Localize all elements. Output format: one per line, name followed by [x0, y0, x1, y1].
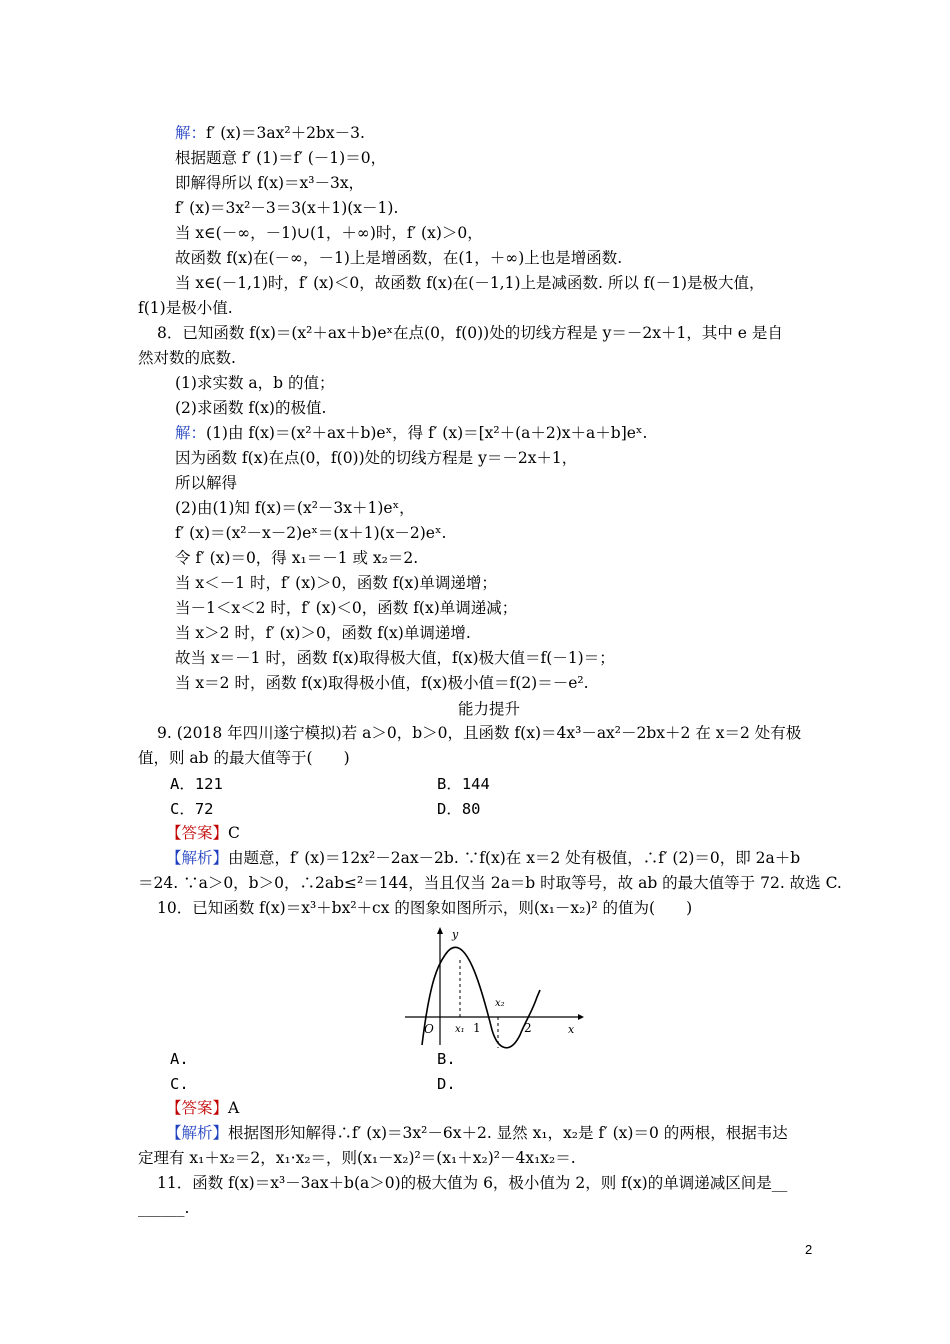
text-line: [175, 372, 334, 394]
text-line: [175, 547, 418, 569]
line-text: f(1)是极小值.: [138, 299, 233, 317]
x1-label: x₁: [455, 1024, 465, 1035]
line-text: 由题意，f′ (x)＝12x²－2ax－2b. ∵f(x)在 x＝2 处有极值，∴f′ (2)＝0，即 2a＋b: [228, 849, 801, 867]
line-text: 因为函数 f(x)在点(0，f(0))处的切线方程是 y＝－2x＋1，: [175, 449, 578, 467]
line-text: 当 x∈(－1,1)时，f′ (x)＜0，故函数 f(x)在(－1,1)上是减函数. 所以 f(－1)是极大值，: [175, 274, 765, 292]
text-line: [157, 322, 783, 344]
line-text: 9. (2018 年四川遂宁模拟)若 a＞0，b＞0，且函数 f(x)＝4x³－ax²－2bx＋2 在 x＝2 处有极: [157, 724, 802, 742]
text-line: [175, 247, 622, 269]
text-line: [175, 197, 398, 219]
q10-option-b: B.: [437, 1050, 456, 1068]
text-line: [175, 622, 471, 644]
line-text: 根据题意 f′ (1)＝f′ (－1)＝0，: [175, 149, 387, 167]
text-line: [175, 472, 237, 494]
answer-tag: 【答案】: [166, 824, 229, 842]
line-text: f′ (x)＝(x²－x－2)eˣ＝(x＋1)(x－2)eˣ.: [175, 524, 447, 542]
text-line: [138, 1147, 576, 1169]
x2-label: x₂: [495, 998, 505, 1009]
section-title: 能力提升: [458, 700, 521, 718]
answer-tag: 【答案】: [166, 1099, 229, 1117]
x-axis-label: x: [568, 1023, 575, 1036]
one-label: 1: [473, 1021, 481, 1035]
text-line: [157, 722, 801, 744]
text-line: [175, 672, 589, 694]
text-line: [138, 297, 233, 319]
y-axis-label: y: [452, 928, 459, 941]
line-text: 定理有 x₁＋x₂＝2，x₁·x₂＝，则(x₁－x₂)²＝(x₁＋x₂)²－4x₁x₂＝.: [138, 1149, 576, 1167]
text-line: [175, 147, 386, 169]
text-line: [138, 1197, 189, 1219]
text-line: [175, 572, 497, 594]
q9-option-b: B．144: [437, 775, 490, 793]
text-line: [166, 822, 240, 844]
text-line: [157, 1172, 787, 1194]
line-text: 当 x＜－1 时，f′ (x)＞0，函数 f(x)单调递增；: [175, 574, 497, 592]
analysis-tag: 【解析】: [166, 849, 229, 867]
line-text: (2)由(1)知 f(x)＝(x²－3x＋1)eˣ，: [175, 499, 415, 517]
cubic-function-graph: [400, 920, 590, 1050]
text-line: [175, 647, 615, 669]
q10-option-a: A.: [170, 1050, 189, 1068]
line-text: 故函数 f(x)在(－∞，－1)上是增函数，在(1，＋∞)上也是增函数.: [175, 249, 623, 267]
line-text: 10．已知函数 f(x)＝x³＋bx²＋cx 的图象如图所示，则(x₁－x₂)² 的值为( ): [157, 899, 693, 917]
line-text: 即解得所以 f(x)＝x³－3x，: [175, 174, 365, 192]
text-line: [166, 1122, 788, 1144]
line-text: 然对数的底数.: [138, 349, 236, 367]
q9-option-c: C．72: [170, 800, 214, 818]
line-text: 根据图形知解得∴f′ (x)＝3x²－6x＋2. 显然 x₁，x₂是 f′ (x)＝0 的两根，根据韦达: [228, 1124, 788, 1142]
line-text: (2)求函数 f(x)的极值.: [175, 399, 327, 417]
line-text: f′ (x)＝3ax²＋2bx－3.: [206, 124, 365, 142]
q9-option-d: D．80: [437, 800, 481, 818]
page-number: 2: [805, 1242, 813, 1257]
q10-option-d: D.: [437, 1075, 456, 1093]
line-text: 当 x＞2 时，f′ (x)＞0，函数 f(x)单调递增.: [175, 624, 471, 642]
q10-option-c: C.: [170, 1075, 189, 1093]
text-line: [175, 272, 765, 294]
q9-option-a: A．121: [170, 775, 223, 793]
line-text: A: [228, 1099, 240, 1117]
line-text: 当 x∈(－∞，－1)∪(1，＋∞)时，f′ (x)＞0，: [175, 224, 483, 242]
line-text: ＝24. ∵a＞0，b＞0，∴2ab≤²＝144，当且仅当 2a＝b 时取等号，故 ab 的最大值等于 72. 故选 C.: [138, 874, 842, 892]
text-line: [166, 847, 800, 869]
text-line: [175, 222, 483, 244]
text-line: [138, 872, 842, 894]
two-label: 2: [524, 1021, 532, 1035]
line-text: 当－1＜x＜2 时，f′ (x)＜0，函数 f(x)单调递减；: [175, 599, 518, 617]
text-line: [175, 397, 326, 419]
line-text: C: [228, 824, 240, 842]
line-text: 当 x＝2 时，函数 f(x)取得极小值，f(x)极小值＝f(2)＝－e².: [175, 674, 589, 692]
line-text: 故当 x＝－1 时，函数 f(x)取得极大值，f(x)极大值＝f(－1)＝；: [175, 649, 615, 667]
solution-label: 解：: [175, 424, 207, 442]
line-text: ______.: [138, 1199, 190, 1217]
text-line: [138, 747, 350, 769]
text-line: [175, 497, 415, 519]
solution-label: 解：: [175, 124, 207, 142]
origin-label: O: [424, 1022, 434, 1036]
line-text: 所以解得: [175, 474, 238, 492]
line-text: 8．已知函数 f(x)＝(x²＋ax＋b)eˣ在点(0，f(0))处的切线方程是 y＝－2x＋1，其中 e 是自: [157, 324, 783, 342]
line-text: (1)由 f(x)＝(x²＋ax＋b)eˣ，得 f′ (x)＝[x²＋(a＋2)x＋a＋b]eˣ.: [206, 424, 648, 442]
text-line: [175, 597, 517, 619]
line-text: 11．函数 f(x)＝x³－3ax＋b(a＞0)的极大值为 6，极小值为 2，则 f(x)的单调递减区间是__: [157, 1174, 788, 1192]
line-text: 值，则 ab 的最大值等于( ): [138, 749, 350, 767]
text-line: [175, 422, 647, 444]
text-line: [138, 347, 236, 369]
text-line: [166, 1097, 239, 1119]
line-text: (1)求实数 a，b 的值；: [175, 374, 335, 392]
text-line: [175, 172, 364, 194]
text-line: [175, 122, 365, 144]
text-line: [175, 447, 577, 469]
line-text: f′ (x)＝3x²－3＝3(x＋1)(x－1).: [175, 199, 399, 217]
text-line: [175, 522, 446, 544]
analysis-tag: 【解析】: [166, 1124, 229, 1142]
text-line: [157, 897, 692, 919]
line-text: 令 f′ (x)＝0，得 x₁＝－1 或 x₂＝2.: [175, 549, 419, 567]
